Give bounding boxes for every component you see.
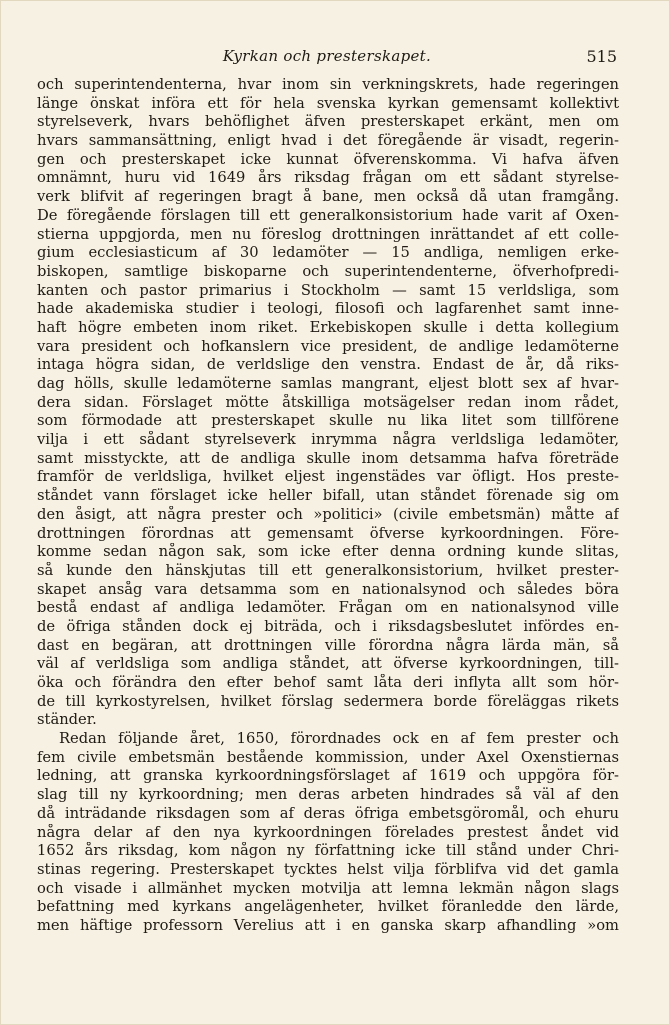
text-line: framför de verldsliga, hvilket eljest ingenstädes var öfligt. Hos preste-	[37, 468, 619, 486]
text-line: men häftige professorn Verelius att i en ganska skarp afhandling »om	[37, 916, 619, 934]
text-line: och visade i allmänhet mycken motvilja att lemna lekmän någon slags	[37, 879, 619, 897]
text-line: haft högre embeten inom riket. Erkebiskopen skulle i detta kollegium	[37, 318, 619, 336]
text-line: ledning, att granska kyrkoordningsförslaget af 1619 och uppgöra för-	[37, 767, 619, 785]
text-line: 1652 års riksdag, kom någon ny författning icke till stånd under Chri-	[37, 842, 619, 860]
text-line: De föregående förslagen till ett generalkonsistorium hade varit af Oxen-	[37, 206, 619, 224]
text-line: några delar af den nya kyrkoordningen förelades prestest åndet vid	[37, 823, 619, 841]
text-line: komme sedan någon sak, som icke efter denna ordning kunde slitas,	[37, 543, 619, 561]
text-line: omnämnt, huru vid 1649 års riksdag frågan om ett sådant styrelse-	[37, 169, 619, 187]
text-line: samt misstyckte, att de andliga skulle inom detsamma hafva företräde	[37, 449, 619, 467]
text-line: intaga högra sidan, de verldslige den venstra. Endast de år, då riks-	[37, 356, 619, 374]
text-line: gen och presterskapet icke kunnat öfverenskomma. Vi hafva äfven	[37, 150, 619, 168]
text-line: gium ecclesiasticum af 30 ledamöter — 15 andliga, nemligen erke-	[37, 244, 619, 262]
text-line: vilja i ett sådant styrelseverk inrymma några verldsliga ledamöter,	[37, 431, 619, 449]
text-line: fem civile embetsmän bestående kommission, under Axel Oxenstiernas	[37, 748, 619, 766]
text-line: verk blifvit af regeringen bragt å bane, men också då utan framgång.	[37, 188, 619, 206]
text-line: stierna uppgjorda, men nu föreslog drottningen inrättandet af ett colle-	[37, 225, 619, 243]
text-line: öka och förändra den efter behof samt låta deri inflyta allt som hör-	[37, 674, 619, 691]
text-line: dera sidan. Förslaget mötte åtskilliga motsägelser redan inom rådet,	[37, 393, 619, 411]
text-line: dast en begäran, att drottningen ville förordna några lärda män, så	[37, 636, 619, 654]
text-line: skapet ansåg vara detsamma som en nationalsynod och således böra	[37, 580, 619, 598]
text-line: drottningen förordnas att gemensamt öfverse kyrkoordningen. Före-	[37, 524, 619, 542]
text-line: hvars sammansättning, enligt hvad i det föregående är visadt, regerin-	[37, 132, 619, 150]
text-line: de till kyrkostyrelsen, hvilket förslag sedermera borde föreläggas rikets	[37, 692, 619, 710]
text-line: länge önskat införa ett för hela svenska kyrkan gemensamt kollektivt	[37, 94, 619, 112]
text-line: den åsigt, att några prester och »politici» (civile embetsmän) måtte af	[37, 505, 619, 523]
text-line: så kunde den hänskjutas till ett generalkonsistorium, hvilket prester-	[37, 561, 619, 579]
page-number: 515	[586, 47, 617, 66]
text-line: befattning med kyrkans angelägenheter, hvilket föranledde den lärde,	[37, 898, 619, 916]
text-line: dag hölls, skulle ledamöterne samlas mangrant, eljest blott sex af hvar-	[37, 375, 619, 392]
text-line: väl af verldsliga som andliga ståndet, att öfverse kyrkoordningen, till-	[37, 655, 619, 673]
text-line: kanten och pastor primarius i Stockholm — samt 15 verldsliga, som	[37, 281, 619, 299]
body-text	[37, 76, 619, 936]
text-line: vara president och hofkanslern vice president, de andlige ledamöterne	[37, 337, 619, 355]
text-line: bestå endast af andliga ledamöter. Frågan om en nationalsynod ville	[37, 599, 619, 617]
text-line: styrelseverk, hvars behöflighet äfven presterskapet erkänt, men om	[37, 113, 619, 131]
text-line: då inträdande riksdagen som af deras öfriga embetsgöromål, och ehuru	[37, 804, 619, 822]
text-line: de öfriga stånden dock ej biträda, och i riksdagsbeslutet infördes en-	[37, 617, 619, 635]
text-line: biskopen, samtlige biskoparne och superintendenterne, öfverhofpredi-	[37, 262, 619, 280]
text-line: som förmodade att presterskapet skulle nu lika litet som tillförene	[37, 412, 619, 430]
text-line: slag till ny kyrkoordning; men deras arbeten hindrades så väl af den	[37, 786, 619, 804]
text-line: stinas regering. Presterskapet tycktes helst vilja förblifva vid det gamla	[37, 860, 619, 878]
paragraph-start-line: Redan följande året, 1650, förordnades ock en af fem prester och	[59, 730, 619, 748]
running-title: Kyrkan och presterskapet.	[222, 47, 432, 65]
text-line: och superintendenterna, hvar inom sin verkningskrets, hade regeringen	[37, 76, 619, 93]
paragraph-end-line: ständer.	[37, 711, 97, 729]
page-header	[37, 47, 617, 71]
text-line: hade akademiska studier i teologi, filosofi och lagfarenhet samt inne-	[37, 300, 619, 318]
text-line: ståndet vann förslaget icke heller bifall, utan ståndet förenade sig om	[37, 487, 619, 505]
